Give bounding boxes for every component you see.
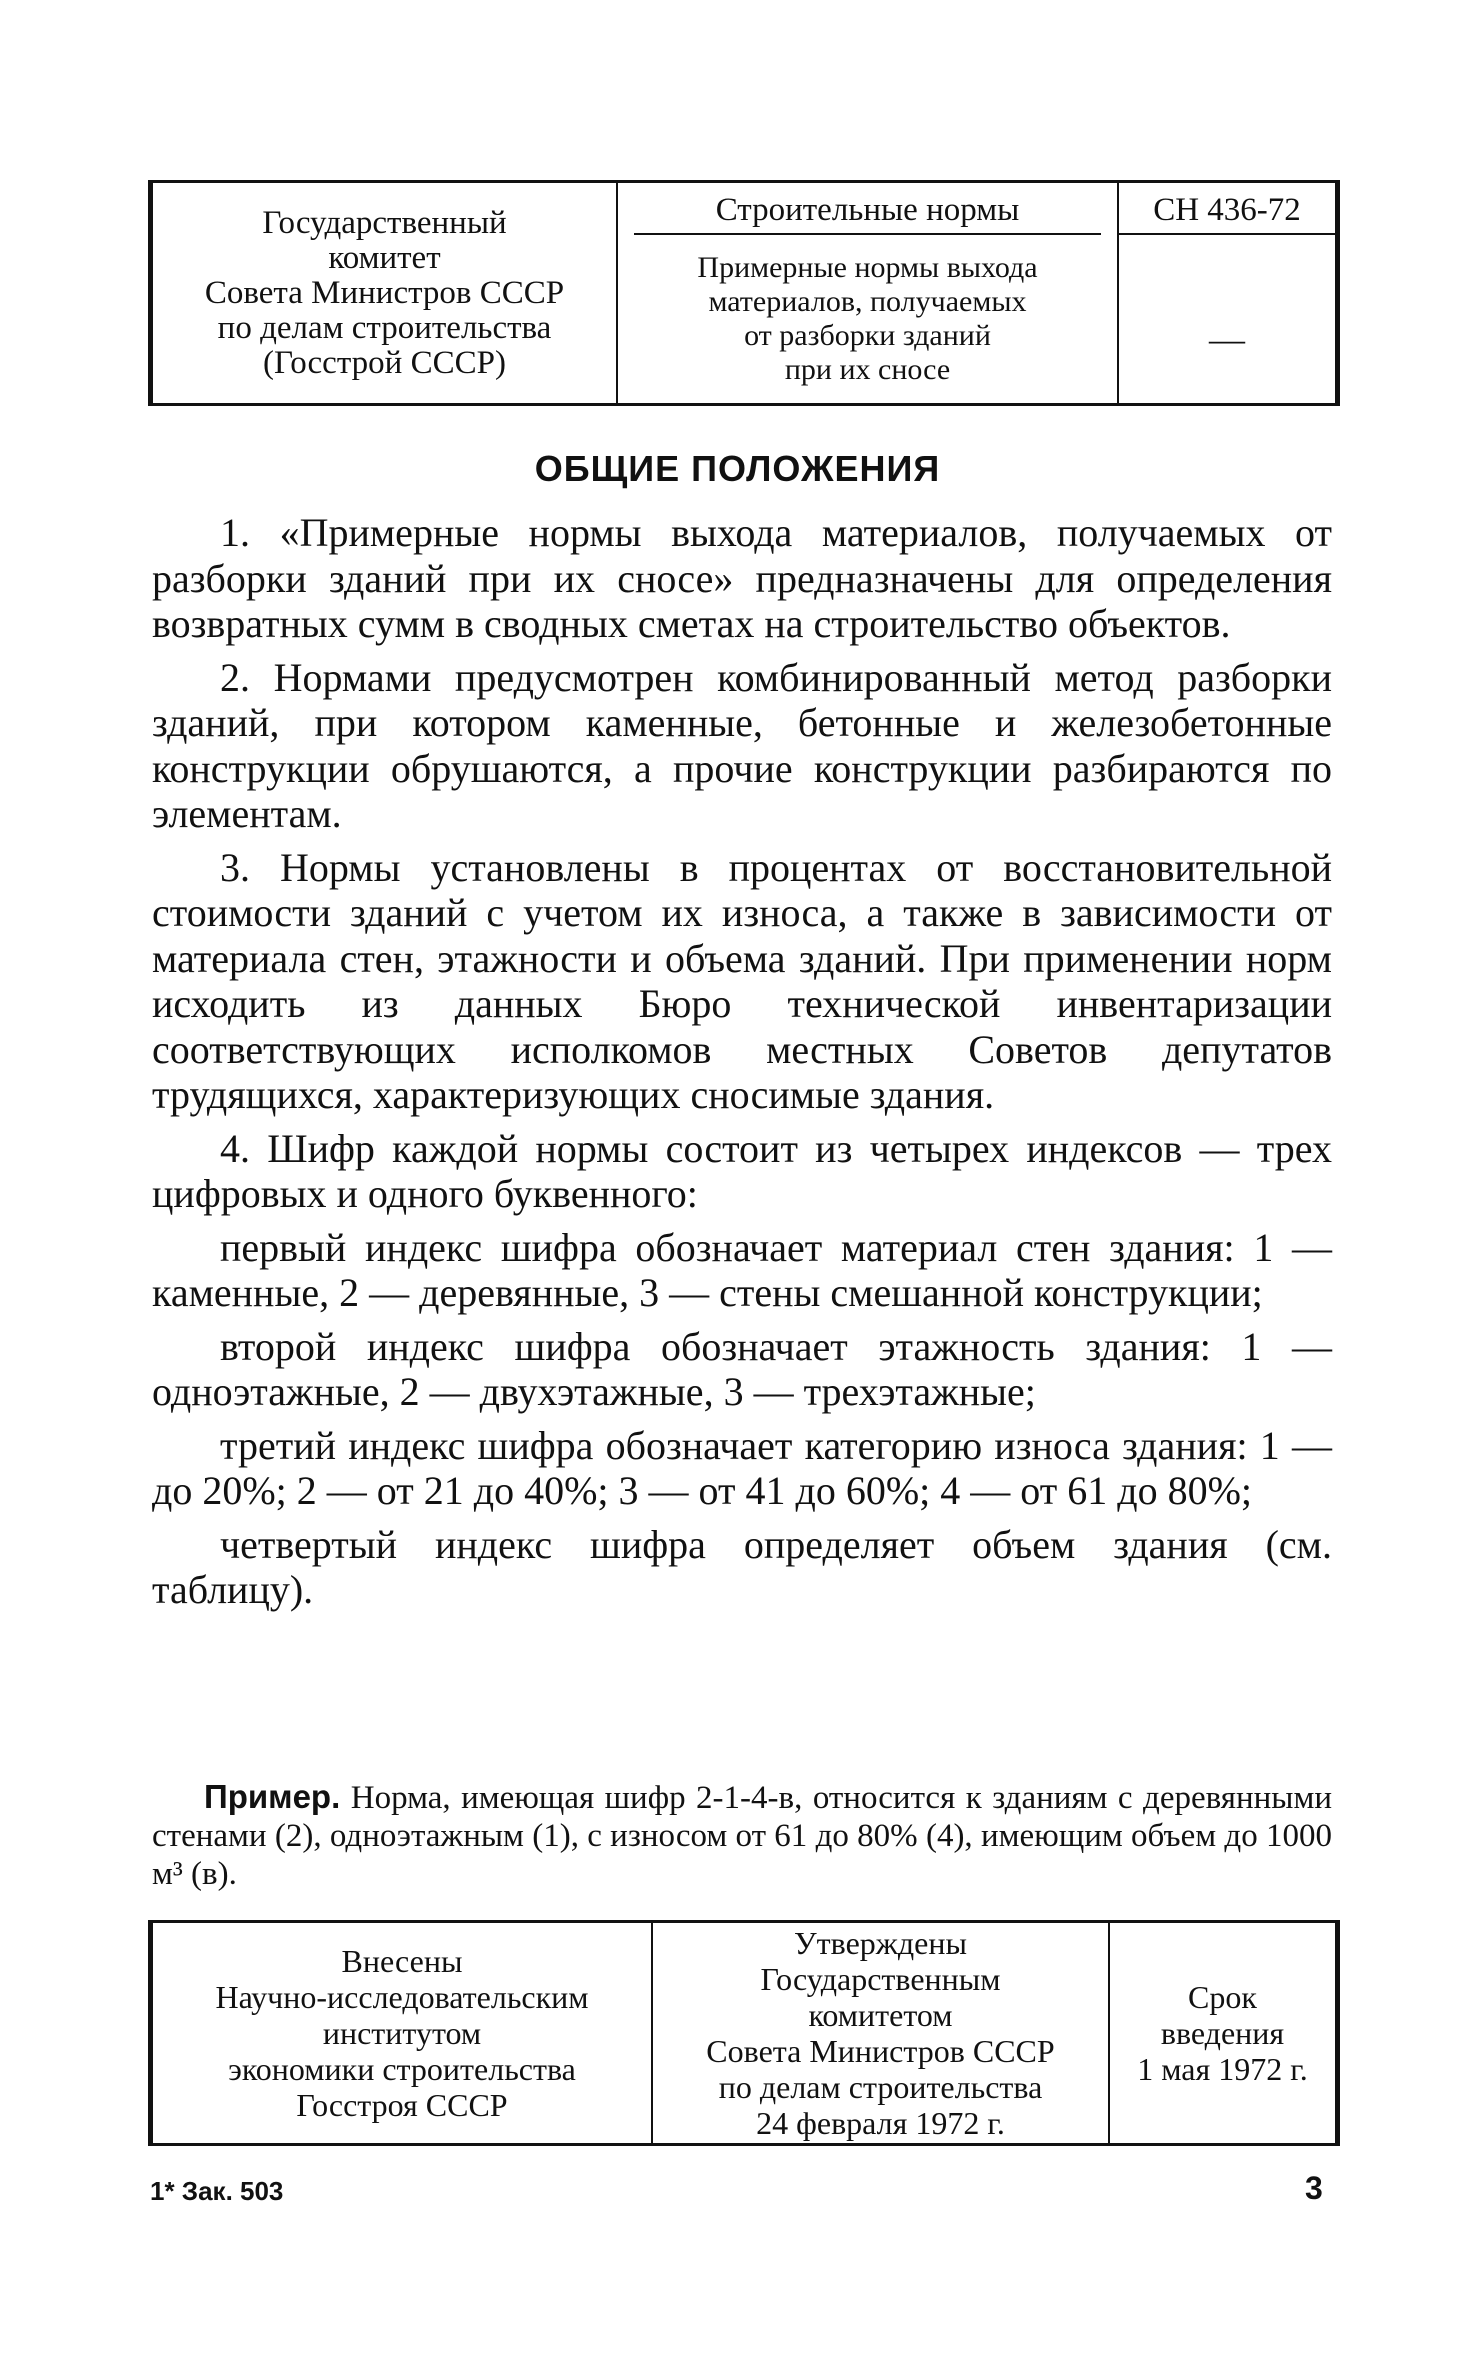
document-title-cell — [618, 183, 1119, 403]
paragraph-index-4: четвертый индекс шифра определяет объем здания (см. таблицу). — [152, 1521, 1332, 1612]
body-text — [152, 510, 1332, 1613]
document-code: СН 436-72 — [1119, 183, 1335, 235]
page-number: 3 — [1305, 2170, 1323, 2206]
paragraph-index-1: первый индекс шифра обозначает материал стен здания: 1 — каменные, 2 — деревянные, 3 — стены смешанной конструкции; — [152, 1224, 1332, 1315]
document-title: Примерные нормы выхода материалов, получаемых от разборки зданий при их сносе — [697, 251, 1038, 386]
section-title: ОБЩИЕ ПОЛОЖЕНИЯ — [534, 448, 941, 489]
paragraph-index-3: третий индекс шифра обозначает категорию износа здания: 1 — до 20%; 2 — от 21 до 40%; 3 — от 41 до 60%; 4 — от 61 до 80%; — [152, 1422, 1332, 1513]
paragraph-index-2: второй индекс шифра обозначает этажность здания: 1 — одноэтажные, 2 — двухэтажные, 3 — трехэтажные; — [152, 1323, 1332, 1414]
paragraph-4: 4. Шифр каждой нормы состоит из четырех индексов — трех цифровых и одного буквенного: — [152, 1125, 1332, 1216]
footer-table — [148, 1920, 1340, 2146]
example-label: Пример. — [204, 1778, 341, 1815]
paragraph-3: 3. Нормы установлены в процентах от восстановительной стоимости зданий с учетом их износа, а также в зависимости от материала стен, этажности и объема зданий. При применении норм исходить из данных Бюро технической инвентаризации соответствующих исполкомов местных Советов депутатов трудящихся, характеризующих сносимые здания. — [152, 844, 1332, 1117]
submitted-by-cell: Внесены Научно-исследовательским институтом экономики строительства Госстроя СССР — [153, 1923, 653, 2143]
approved-by-cell: Утверждены Государственным комитетом Совета Министров СССР по делам строительства 24 февраля 1972 г. — [653, 1923, 1110, 2143]
replaces-value: — — [1209, 319, 1245, 359]
code-cell — [1119, 183, 1335, 403]
issuer-cell: Государственный комитет Совета Министров СССР по делам строительства (Госстрой СССР) — [153, 183, 618, 403]
example-text: Норма, имеющая шифр 2-1-4-в, относится к зданиям с деревянными стенами (2), одноэтажным (1), с износом от 61 до 80% (4), имеющим объем до 1000 м³ (в). — [152, 1780, 1332, 1892]
print-order-number: 1* Зак. 503 — [150, 2176, 284, 2206]
example-note — [152, 1778, 1332, 1893]
paragraph-1: 1. «Примерные нормы выхода материалов, получаемых от разборки зданий при их сносе» предназначены для определения возвратных сумм в сводных сметах на строительство объектов. — [152, 510, 1332, 646]
effective-date-cell: Срок введения 1 мая 1972 г. — [1137, 1979, 1308, 2087]
document-type: Строительные нормы — [634, 183, 1101, 235]
paragraph-2: 2. Нормами предусмотрен комбинированный метод разборки зданий, при котором каменные, бетонные и железобетонные конструкции обрушаются, а прочие конструкции разбираются по элементам. — [152, 654, 1332, 836]
header-table — [148, 180, 1340, 406]
